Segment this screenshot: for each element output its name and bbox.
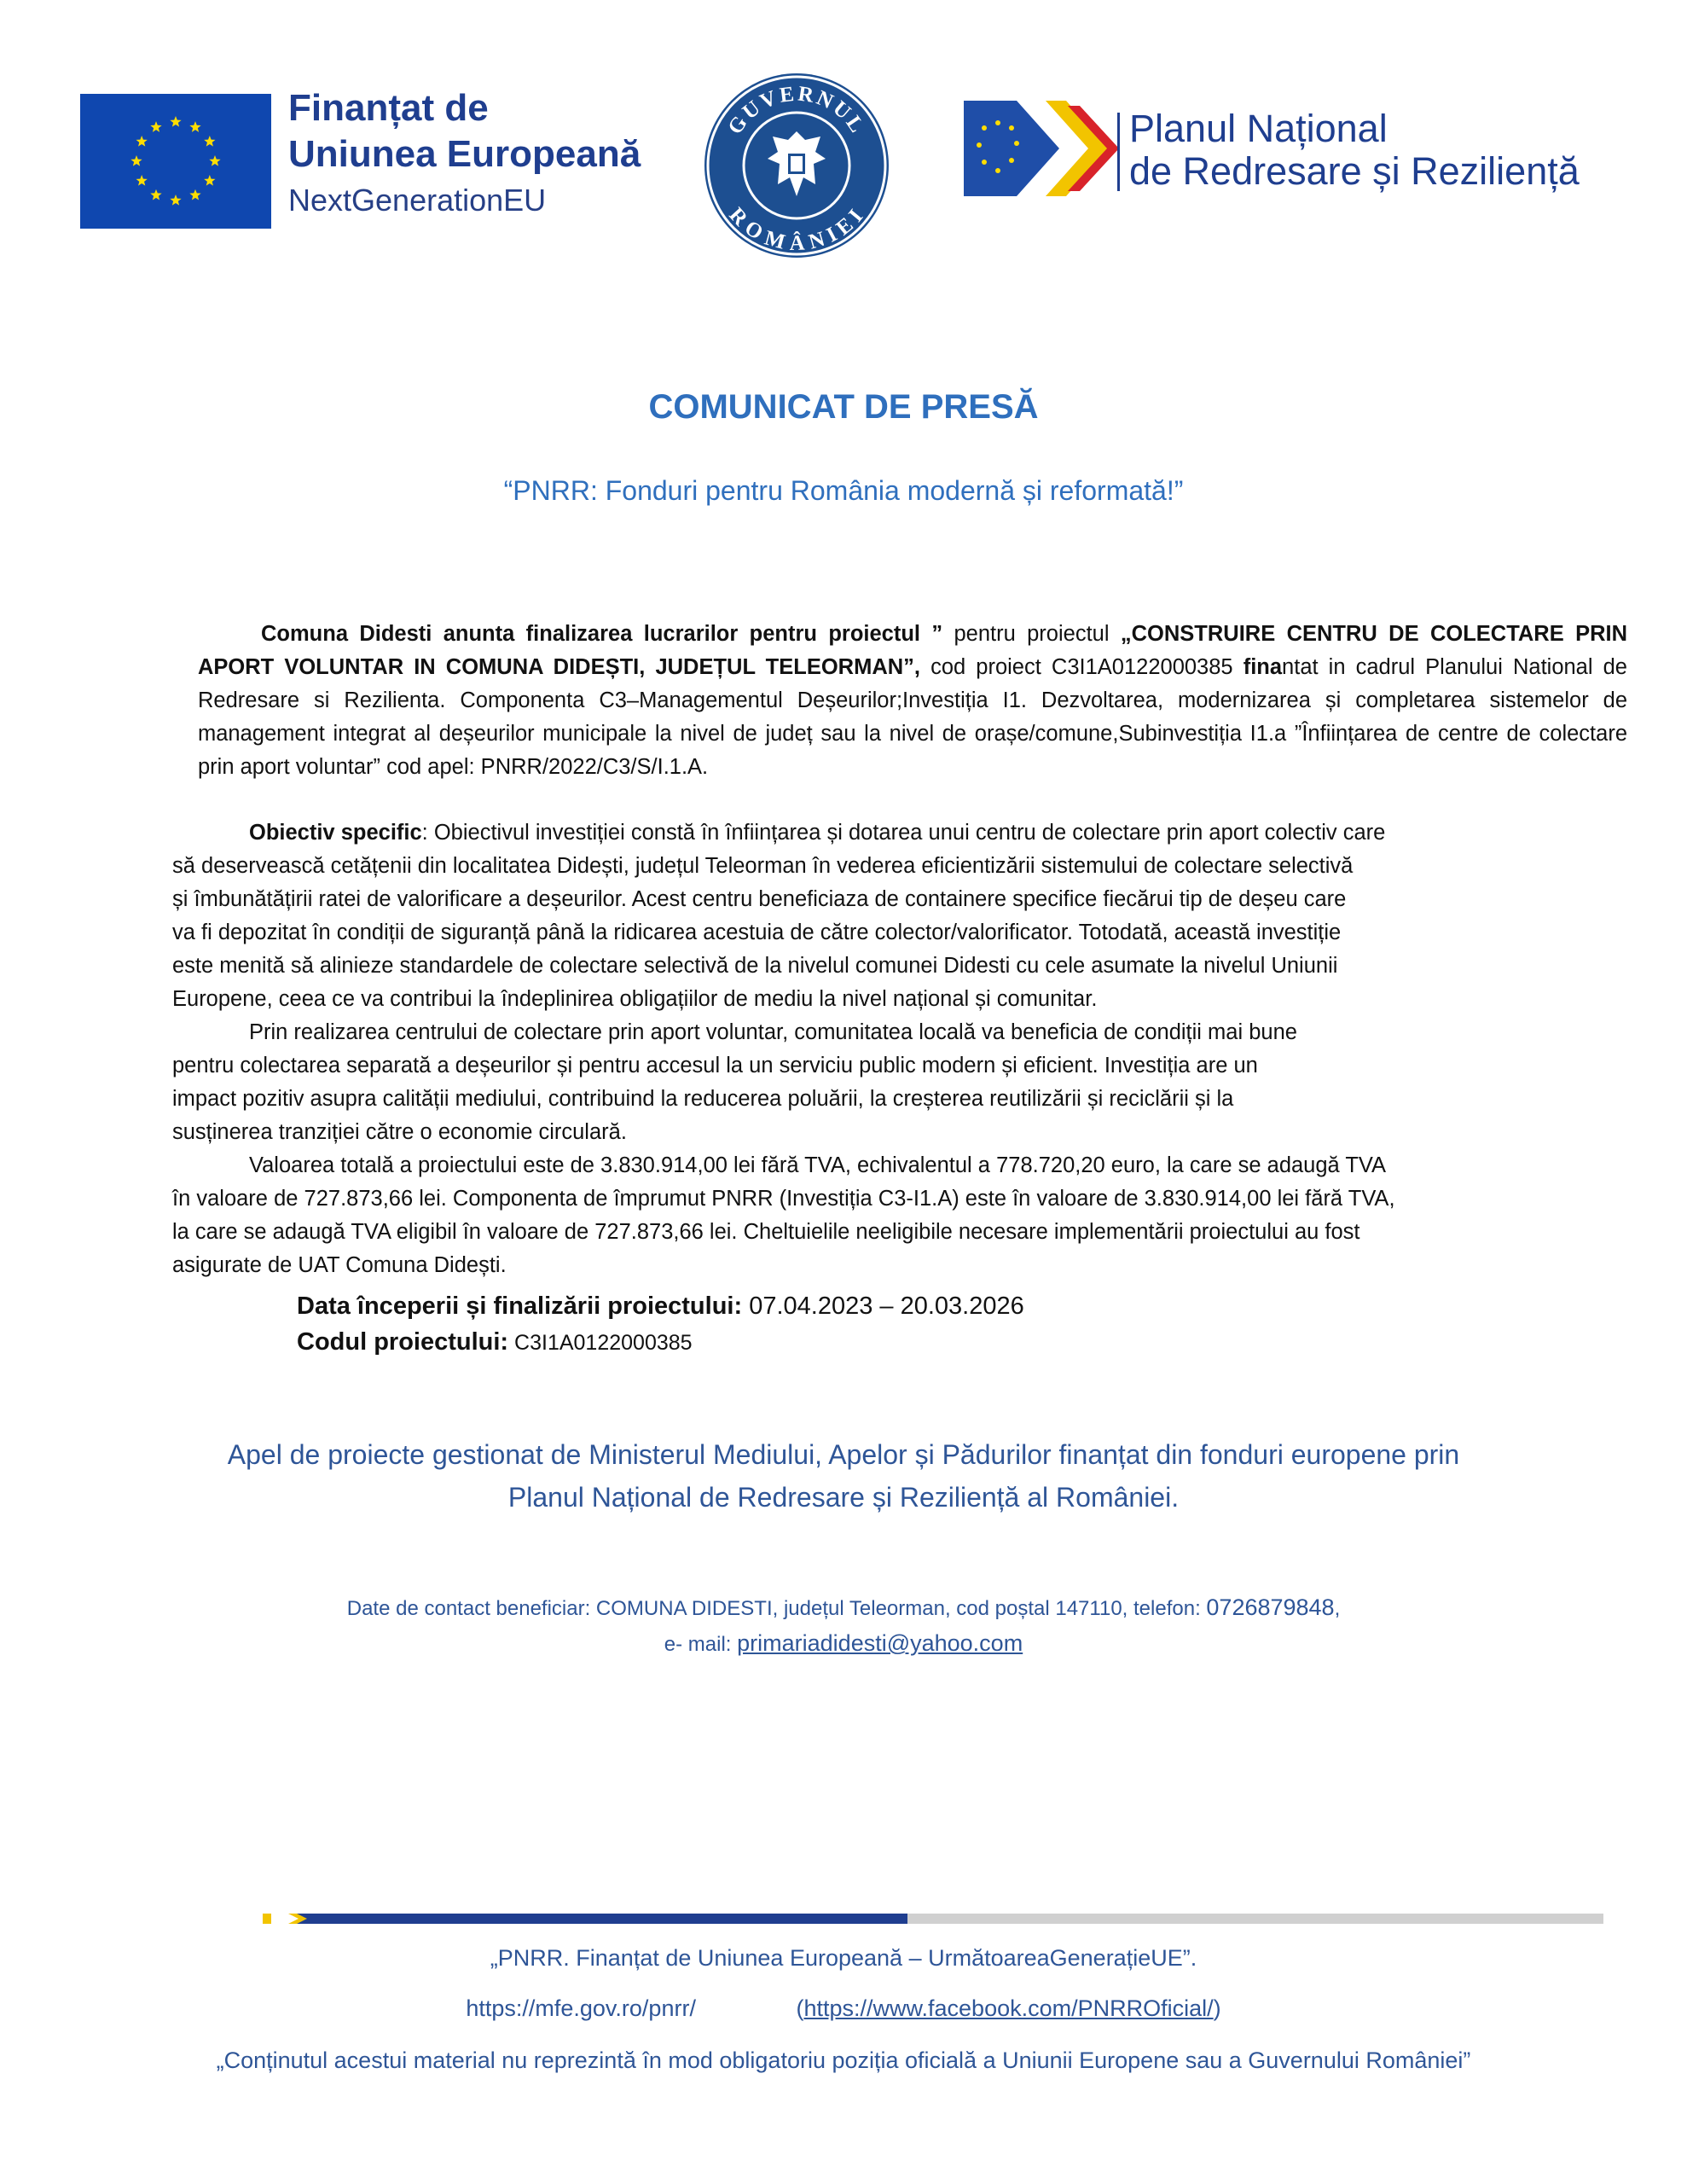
project-code bbox=[297, 1324, 693, 1361]
eu-flag-logo bbox=[80, 94, 271, 229]
paren-close: ) bbox=[1213, 1995, 1221, 2021]
eu-star bbox=[204, 175, 215, 186]
facebook-link[interactable]: https://www.facebook.com/PNRROficial/ bbox=[803, 1995, 1214, 2021]
project-dates bbox=[297, 1288, 1024, 1324]
footer-divider bbox=[263, 1913, 1603, 1923]
eu-star bbox=[204, 136, 215, 147]
seal-top-text: GUVERNUL bbox=[723, 82, 870, 139]
dates-value: 07.04.2023 – 20.03.2026 bbox=[742, 1292, 1024, 1320]
intro-text-a: pentru proiectul bbox=[942, 622, 1121, 646]
government-seal-logo bbox=[701, 70, 892, 261]
email-link[interactable]: primariadidesti@yahoo.com bbox=[737, 1630, 1023, 1656]
intro-bold-fina: fina bbox=[1243, 655, 1283, 679]
contact-comma: , bbox=[1334, 1597, 1341, 1620]
eu-funding-label bbox=[288, 85, 641, 224]
intro-text-b: cod proiect C3I1A0122000385 bbox=[919, 655, 1244, 679]
dates-label: Data începerii și finalizării proiectului: bbox=[297, 1292, 743, 1320]
page-title: COMUNICAT DE PRESĂ bbox=[648, 388, 1039, 426]
eu-star bbox=[170, 195, 181, 206]
benefits-line: susținerea tranziției către o economie circulară. bbox=[172, 1120, 627, 1144]
call-line2: Planul Național de Redresare și Reziliență al României. bbox=[507, 1482, 1180, 1513]
eu-line2: Uniunea Europeană bbox=[288, 133, 641, 175]
pnrr-line2: de Redresare și Reziliență bbox=[1129, 149, 1580, 193]
value-line: asigurate de UAT Comuna Didești. bbox=[172, 1253, 507, 1277]
eu-stars-icon bbox=[80, 94, 271, 229]
call-line1: Apel de proiecte gestionat de Ministerul Mediului, Apelor și Pădurilor finanțat din fonduri europene prin bbox=[227, 1439, 1460, 1470]
phone-number: 0726879848 bbox=[1206, 1594, 1335, 1620]
code-value: C3I1A0122000385 bbox=[508, 1331, 693, 1355]
objective-line bbox=[172, 816, 1552, 850]
pnrr-label bbox=[1129, 107, 1580, 193]
eu-star bbox=[209, 155, 220, 166]
eu-star bbox=[136, 136, 148, 147]
contact-line2 bbox=[0, 1626, 1687, 1662]
objective-line: va fi depozitat în condiții de siguranță până la ridicarea acestuia de către colector/valorificator. Totodată, această investiție bbox=[172, 921, 1342, 944]
intro-bold: Comuna Didesti anunta finalizarea lucrarilor pentru proiectul ” bbox=[261, 622, 943, 646]
project-name: „CONSTRUIRE CENTRU DE COLECTARE PRIN APORT VOLUNTAR IN COMUNA DIDEȘTI, JUDEȚUL TELEORMAN”, bbox=[198, 622, 1627, 679]
eu-star bbox=[150, 121, 161, 132]
eu-star bbox=[170, 116, 181, 127]
intro-text-c: ntat in cadrul Planului National de Redresare si Rezilienta. Componenta C3–Managementul Deșeurilor;Investiția I1. Dezvoltarea, modernizarea și completarea sistemelor de management integrat al deșeurilor municipale la nivel de județ sau la nivel de orașe/comune,Subinvestiția I1.a ”Înființarea de centre de colectare prin aport voluntar” cod apel: PNRR/2022/C3/S/I.1.A. bbox=[198, 655, 1627, 779]
value-line: în valoare de 727.873,66 lei. Componenta de împrumut PNRR (Investiția C3-I1.A) este în valoare de 3.830.914,00 lei fără TVA, bbox=[172, 1187, 1395, 1211]
objective-line: și îmbunătățirii ratei de valorificare a deșeurilor. Acest centru beneficiaza de containere specifice fiecărui tip de deșeu care bbox=[172, 887, 1347, 911]
objective-text: : Obiectivul investiției constă în înființarea și dotarea unui centru de colectare prin aport colectiv care bbox=[421, 821, 1386, 845]
value-line: la care se adaugă TVA eligibil în valoare de 727.873,66 lei. Cheltuielile neeligibile necesare implementării proiectului au fost bbox=[172, 1220, 1360, 1244]
eu-star bbox=[189, 189, 200, 200]
pnrr-line1: Planul Național bbox=[1129, 107, 1388, 150]
value-line: Valoarea totală a proiectului este de 3.830.914,00 lei fără TVA, echivalentul a 778.720,20 euro, la care se adaugă TVA bbox=[249, 1153, 1387, 1177]
benefits-line: impact pozitiv asupra calității mediului, contribuind la reducerea poluării, la creșterea reutilizării și reciclării și la bbox=[172, 1087, 1234, 1111]
code-label: Codul proiectului: bbox=[297, 1328, 509, 1356]
footer-disclaimer: „Conținutul acestui material nu reprezintă în mod obligatoriu poziția oficială a Uniunii Europene sau a Guvernului României” bbox=[216, 2048, 1471, 2073]
benefits-line: pentru colectarea separată a deșeurilor și pentru accesul la un serviciu public modern și eficient. Investiția are un bbox=[172, 1054, 1258, 1077]
contact-info bbox=[0, 1590, 1687, 1662]
email-label: e- mail: bbox=[664, 1633, 738, 1656]
contact-text: Date de contact beneficiar: COMUNA DIDESTI, județul Teleorman, cod poștal 147110, telefon: bbox=[346, 1597, 1207, 1620]
eu-line1: Finanțat de bbox=[288, 87, 489, 129]
seal-bottom-text: ROMÂNIEI bbox=[724, 203, 870, 255]
footer-slogan: „PNRR. Finanțat de Uniunea Europeană – UrmătoareaGenerațieUE”. bbox=[490, 1945, 1197, 1971]
page-subtitle: “PNRR: Fonduri pentru România modernă și reformată!” bbox=[503, 475, 1184, 506]
eu-star bbox=[150, 189, 161, 200]
footer-links bbox=[0, 1995, 1687, 2022]
benefits-line: Prin realizarea centrului de colectare prin aport voluntar, comunitatea locală va beneficia de condiții mai bune bbox=[249, 1020, 1297, 1044]
intro-paragraph bbox=[198, 618, 1627, 784]
objective-line: este menită să alinieze standardele de colectare selectivă de la nivelul comunei Didesti cu cele asumate la nivelul Uniunii bbox=[172, 954, 1338, 978]
objective-line: să deservească cetățenii din localitatea Didești, județul Teleorman în vederea eficientizării sistemului de colectare selectivă bbox=[172, 854, 1354, 878]
objective-line: Europene, ceea ce va contribui la îndeplinirea obligațiilor de mediu la nivel național și comunitar. bbox=[172, 987, 1098, 1011]
contact-line1 bbox=[0, 1590, 1687, 1626]
paren-open: ( bbox=[796, 1995, 804, 2021]
objective-label: Obiectiv specific bbox=[249, 821, 422, 845]
call-statement bbox=[0, 1433, 1687, 1519]
eu-star bbox=[136, 175, 148, 186]
pnrr-logo bbox=[964, 101, 1119, 196]
body-section bbox=[172, 816, 1552, 1282]
pnrr-divider bbox=[1117, 113, 1120, 191]
eu-line3: NextGenerationEU bbox=[288, 183, 547, 218]
eu-star bbox=[189, 121, 200, 132]
eu-star bbox=[130, 155, 142, 166]
mfe-link[interactable]: https://mfe.gov.ro/pnrr/ bbox=[466, 1995, 696, 2021]
